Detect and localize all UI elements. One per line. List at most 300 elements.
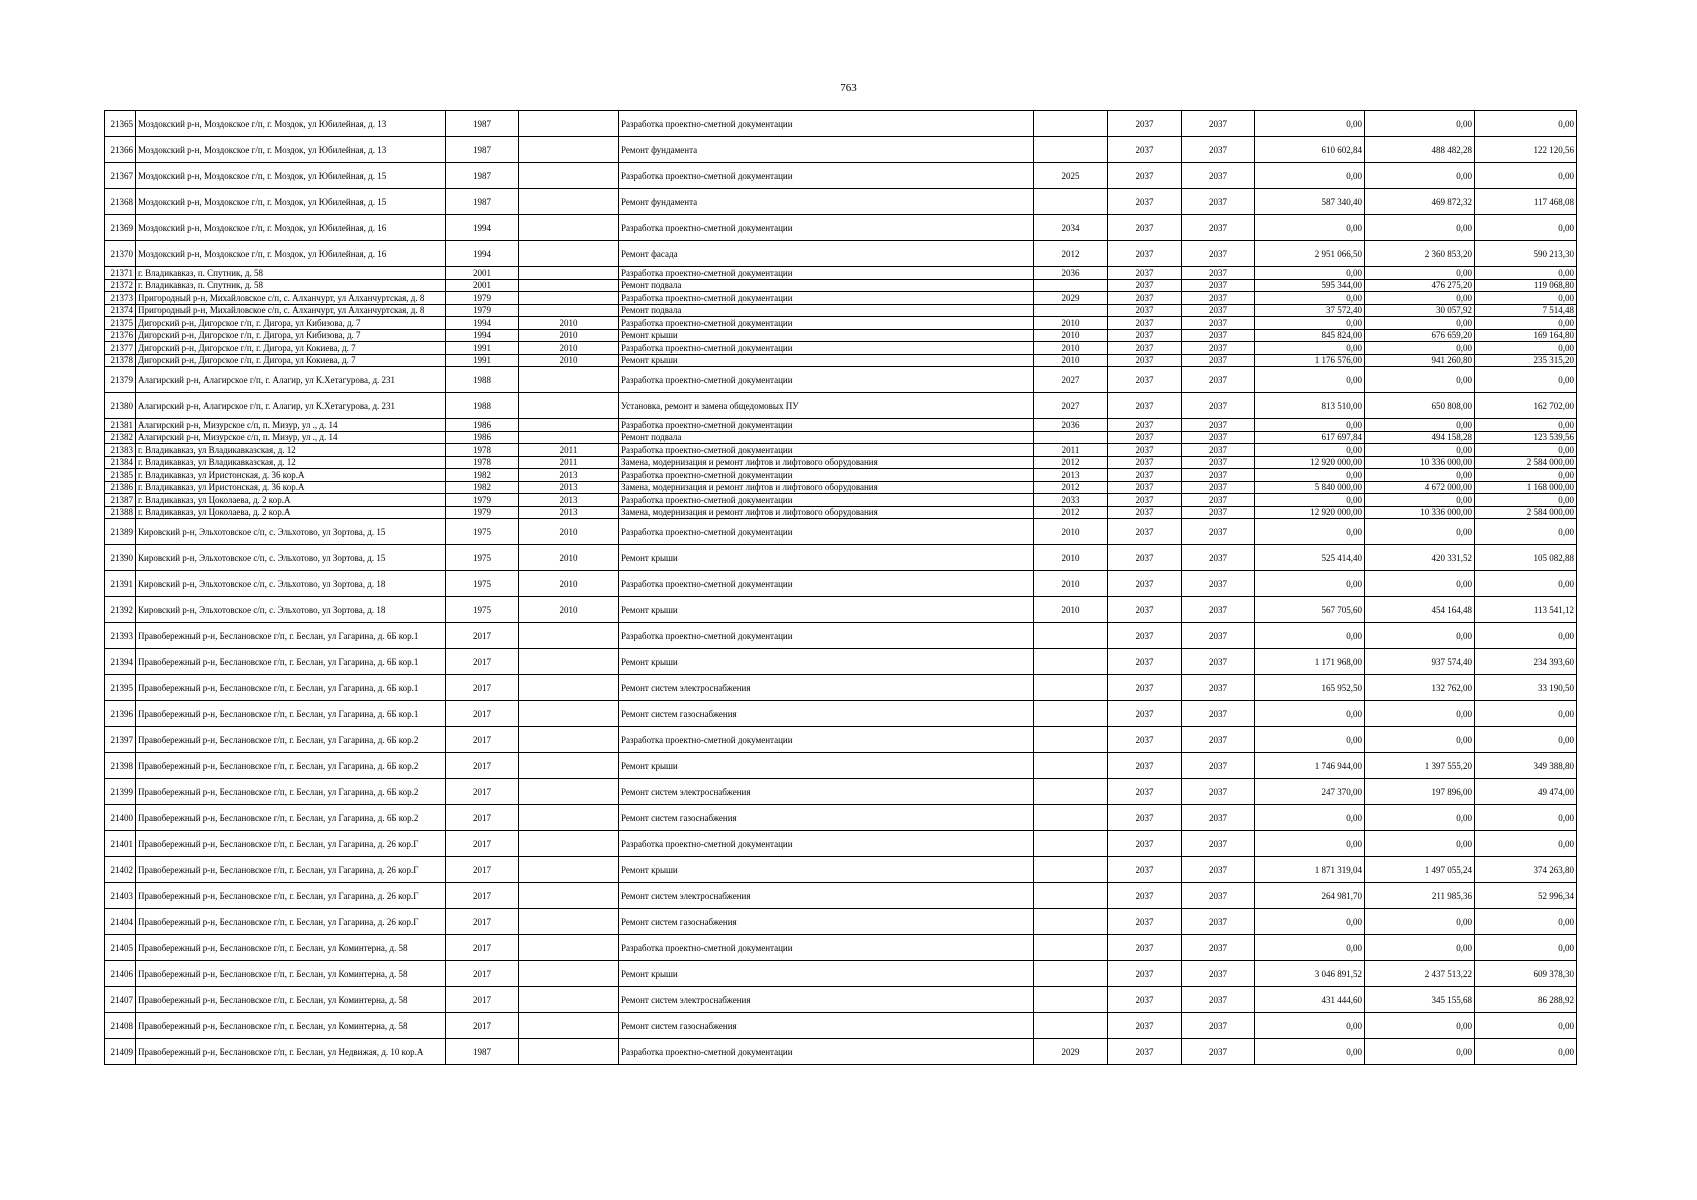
fund-cost-cell: 0,00 <box>1365 367 1475 393</box>
work-type-cell: Разработка проектно-сметной документации <box>619 519 1034 545</box>
table-body <box>105 111 1577 1065</box>
owner-cost-cell: 113 541,12 <box>1475 597 1577 623</box>
address-cell: Алагирский р-н, Мизурское с/п, п. Мизур, ул ., д. 14 <box>136 419 446 432</box>
period-end-cell: 2037 <box>1182 623 1255 649</box>
build-year-cell: 1975 <box>446 519 519 545</box>
period-end-cell: 2037 <box>1182 342 1255 355</box>
owner-cost-cell: 0,00 <box>1475 1039 1577 1065</box>
period-end-cell: 2037 <box>1182 241 1255 267</box>
row-number: 21406 <box>105 961 136 987</box>
table-row <box>105 469 1577 482</box>
period-end-cell: 2037 <box>1182 935 1255 961</box>
row-number: 21399 <box>105 779 136 805</box>
table-row <box>105 481 1577 494</box>
table-row <box>105 137 1577 163</box>
total-cost-cell: 0,00 <box>1255 494 1365 507</box>
table-row <box>105 393 1577 419</box>
period-start-cell: 2037 <box>1108 805 1182 831</box>
table-row <box>105 649 1577 675</box>
reconstruction-year-cell <box>519 623 619 649</box>
period-start-cell: 2037 <box>1108 241 1182 267</box>
planned-year-cell <box>1034 137 1108 163</box>
owner-cost-cell: 0,00 <box>1475 111 1577 137</box>
table-row <box>105 623 1577 649</box>
fund-cost-cell: 941 260,80 <box>1365 354 1475 367</box>
address-cell: г. Владикавказ, ул Цоколаева, д. 2 кор.А <box>136 506 446 519</box>
address-cell: Дигорский р-н, Дигорское г/п, г. Дигора, ул Кокиева, д. 7 <box>136 342 446 355</box>
reconstruction-year-cell <box>519 1039 619 1065</box>
reconstruction-year-cell <box>519 935 619 961</box>
owner-cost-cell: 117 468,08 <box>1475 189 1577 215</box>
build-year-cell: 1979 <box>446 506 519 519</box>
total-cost-cell: 1 746 944,00 <box>1255 753 1365 779</box>
planned-year-cell <box>1034 1013 1108 1039</box>
build-year-cell: 2017 <box>446 831 519 857</box>
address-cell: Дигорский р-н, Дигорское г/п, г. Дигора, ул Кокиева, д. 7 <box>136 354 446 367</box>
reconstruction-year-cell <box>519 727 619 753</box>
owner-cost-cell: 2 584 000,00 <box>1475 456 1577 469</box>
build-year-cell: 1986 <box>446 431 519 444</box>
row-number: 21384 <box>105 456 136 469</box>
work-type-cell: Ремонт подвала <box>619 304 1034 317</box>
period-end-cell: 2037 <box>1182 189 1255 215</box>
total-cost-cell: 587 340,40 <box>1255 189 1365 215</box>
build-year-cell: 1982 <box>446 481 519 494</box>
total-cost-cell: 0,00 <box>1255 571 1365 597</box>
reconstruction-year-cell: 2010 <box>519 571 619 597</box>
period-start-cell: 2037 <box>1108 111 1182 137</box>
reconstruction-year-cell: 2011 <box>519 456 619 469</box>
address-cell: Моздокский р-н, Моздокское г/п, г. Моздок, ул Юбилейная, д. 16 <box>136 241 446 267</box>
planned-year-cell: 2010 <box>1034 317 1108 330</box>
row-number: 21368 <box>105 189 136 215</box>
build-year-cell: 1975 <box>446 597 519 623</box>
fund-cost-cell: 0,00 <box>1365 831 1475 857</box>
owner-cost-cell: 0,00 <box>1475 909 1577 935</box>
build-year-cell: 1978 <box>446 444 519 457</box>
fund-cost-cell: 0,00 <box>1365 909 1475 935</box>
row-number: 21381 <box>105 419 136 432</box>
work-type-cell: Разработка проектно-сметной документации <box>619 1039 1034 1065</box>
table-row <box>105 506 1577 519</box>
period-start-cell: 2037 <box>1108 444 1182 457</box>
row-number: 21387 <box>105 494 136 507</box>
planned-year-cell: 2036 <box>1034 267 1108 280</box>
build-year-cell: 2017 <box>446 987 519 1013</box>
reconstruction-year-cell <box>519 883 619 909</box>
table-row <box>105 1013 1577 1039</box>
build-year-cell: 1975 <box>446 571 519 597</box>
table-row <box>105 727 1577 753</box>
planned-year-cell: 2010 <box>1034 519 1108 545</box>
address-cell: Кировский р-н, Эльхотовское с/п, с. Эльхотово, ул Зортова, д. 18 <box>136 571 446 597</box>
owner-cost-cell: 0,00 <box>1475 494 1577 507</box>
planned-year-cell <box>1034 753 1108 779</box>
address-cell: Правобережный р-н, Беслановское г/п, г. Беслан, ул Гагарина, д. 26 кор.Г <box>136 857 446 883</box>
reconstruction-year-cell <box>519 649 619 675</box>
period-start-cell: 2037 <box>1108 571 1182 597</box>
period-start-cell: 2037 <box>1108 649 1182 675</box>
owner-cost-cell: 162 702,00 <box>1475 393 1577 419</box>
planned-year-cell <box>1034 831 1108 857</box>
table-row <box>105 519 1577 545</box>
work-type-cell: Ремонт крыши <box>619 649 1034 675</box>
table-row <box>105 1039 1577 1065</box>
fund-cost-cell: 494 158,28 <box>1365 431 1475 444</box>
work-type-cell: Разработка проектно-сметной документации <box>619 317 1034 330</box>
row-number: 21379 <box>105 367 136 393</box>
work-type-cell: Ремонт систем электроснабжения <box>619 883 1034 909</box>
work-type-cell: Установка, ремонт и замена общедомовых ПУ <box>619 393 1034 419</box>
row-number: 21377 <box>105 342 136 355</box>
fund-cost-cell: 0,00 <box>1365 623 1475 649</box>
work-type-cell: Ремонт подвала <box>619 279 1034 292</box>
row-number: 21386 <box>105 481 136 494</box>
reconstruction-year-cell <box>519 701 619 727</box>
period-end-cell: 2037 <box>1182 367 1255 393</box>
fund-cost-cell: 10 336 000,00 <box>1365 506 1475 519</box>
work-type-cell: Ремонт подвала <box>619 431 1034 444</box>
owner-cost-cell: 235 315,20 <box>1475 354 1577 367</box>
work-type-cell: Ремонт фасада <box>619 241 1034 267</box>
owner-cost-cell: 0,00 <box>1475 519 1577 545</box>
owner-cost-cell: 49 474,00 <box>1475 779 1577 805</box>
address-cell: Правобережный р-н, Беслановское г/п, г. Беслан, ул Недвижая, д. 10 кор.А <box>136 1039 446 1065</box>
fund-cost-cell: 1 497 055,24 <box>1365 857 1475 883</box>
row-number: 21375 <box>105 317 136 330</box>
table-row <box>105 354 1577 367</box>
fund-cost-cell: 2 437 513,22 <box>1365 961 1475 987</box>
total-cost-cell: 617 697,84 <box>1255 431 1365 444</box>
fund-cost-cell: 345 155,68 <box>1365 987 1475 1013</box>
address-cell: Правобережный р-н, Беслановское г/п, г. Беслан, ул Коминтерна, д. 58 <box>136 1013 446 1039</box>
work-type-cell: Разработка проектно-сметной документации <box>619 623 1034 649</box>
planned-year-cell <box>1034 727 1108 753</box>
table-row <box>105 961 1577 987</box>
planned-year-cell <box>1034 304 1108 317</box>
work-type-cell: Разработка проектно-сметной документации <box>619 111 1034 137</box>
total-cost-cell: 12 920 000,00 <box>1255 456 1365 469</box>
owner-cost-cell: 52 996,34 <box>1475 883 1577 909</box>
planned-year-cell <box>1034 675 1108 701</box>
fund-cost-cell: 0,00 <box>1365 727 1475 753</box>
row-number: 21383 <box>105 444 136 457</box>
build-year-cell: 2001 <box>446 279 519 292</box>
work-type-cell: Разработка проектно-сметной документации <box>619 444 1034 457</box>
row-number: 21385 <box>105 469 136 482</box>
row-number: 21401 <box>105 831 136 857</box>
fund-cost-cell: 420 331,52 <box>1365 545 1475 571</box>
planned-year-cell: 2011 <box>1034 444 1108 457</box>
period-end-cell: 2037 <box>1182 279 1255 292</box>
planned-year-cell <box>1034 987 1108 1013</box>
table-row <box>105 987 1577 1013</box>
owner-cost-cell: 0,00 <box>1475 292 1577 305</box>
period-start-cell: 2037 <box>1108 279 1182 292</box>
total-cost-cell: 0,00 <box>1255 292 1365 305</box>
period-end-cell: 2037 <box>1182 506 1255 519</box>
row-number: 21393 <box>105 623 136 649</box>
reconstruction-year-cell <box>519 393 619 419</box>
build-year-cell: 2017 <box>446 753 519 779</box>
fund-cost-cell: 0,00 <box>1365 342 1475 355</box>
period-end-cell: 2037 <box>1182 444 1255 457</box>
total-cost-cell: 595 344,00 <box>1255 279 1365 292</box>
period-start-cell: 2037 <box>1108 481 1182 494</box>
reconstruction-year-cell <box>519 367 619 393</box>
build-year-cell: 2017 <box>446 909 519 935</box>
table-row <box>105 831 1577 857</box>
planned-year-cell <box>1034 909 1108 935</box>
work-type-cell: Разработка проектно-сметной документации <box>619 342 1034 355</box>
period-start-cell: 2037 <box>1108 431 1182 444</box>
table-row <box>105 189 1577 215</box>
planned-year-cell: 2012 <box>1034 241 1108 267</box>
reconstruction-year-cell <box>519 857 619 883</box>
row-number: 21405 <box>105 935 136 961</box>
work-type-cell: Ремонт систем газоснабжения <box>619 701 1034 727</box>
address-cell: Моздокский р-н, Моздокское г/п, г. Моздок, ул Юбилейная, д. 13 <box>136 111 446 137</box>
total-cost-cell: 0,00 <box>1255 1039 1365 1065</box>
planned-year-cell <box>1034 883 1108 909</box>
period-start-cell: 2037 <box>1108 883 1182 909</box>
period-end-cell: 2037 <box>1182 1039 1255 1065</box>
row-number: 21371 <box>105 267 136 280</box>
address-cell: Правобережный р-н, Беслановское г/п, г. Беслан, ул Гагарина, д. 26 кор.Г <box>136 909 446 935</box>
row-number: 21378 <box>105 354 136 367</box>
reconstruction-year-cell: 2010 <box>519 545 619 571</box>
total-cost-cell: 0,00 <box>1255 163 1365 189</box>
reconstruction-year-cell: 2010 <box>519 317 619 330</box>
planned-year-cell <box>1034 961 1108 987</box>
period-start-cell: 2037 <box>1108 701 1182 727</box>
work-type-cell: Ремонт фундамента <box>619 137 1034 163</box>
owner-cost-cell: 609 378,30 <box>1475 961 1577 987</box>
row-number: 21403 <box>105 883 136 909</box>
period-end-cell: 2037 <box>1182 519 1255 545</box>
table-row <box>105 329 1577 342</box>
period-start-cell: 2037 <box>1108 419 1182 432</box>
period-start-cell: 2037 <box>1108 961 1182 987</box>
total-cost-cell: 431 444,60 <box>1255 987 1365 1013</box>
planned-year-cell: 2010 <box>1034 571 1108 597</box>
work-type-cell: Замена, модернизация и ремонт лифтов и лифтового оборудования <box>619 506 1034 519</box>
work-type-cell: Разработка проектно-сметной документации <box>619 571 1034 597</box>
reconstruction-year-cell <box>519 431 619 444</box>
reconstruction-year-cell <box>519 279 619 292</box>
owner-cost-cell: 0,00 <box>1475 727 1577 753</box>
address-cell: Моздокский р-н, Моздокское г/п, г. Моздок, ул Юбилейная, д. 15 <box>136 189 446 215</box>
fund-cost-cell: 0,00 <box>1365 419 1475 432</box>
reconstruction-year-cell: 2010 <box>519 329 619 342</box>
period-start-cell: 2037 <box>1108 753 1182 779</box>
table-row <box>105 753 1577 779</box>
owner-cost-cell: 0,00 <box>1475 805 1577 831</box>
row-number: 21372 <box>105 279 136 292</box>
planned-year-cell: 2027 <box>1034 367 1108 393</box>
owner-cost-cell: 0,00 <box>1475 571 1577 597</box>
row-number: 21374 <box>105 304 136 317</box>
row-number: 21373 <box>105 292 136 305</box>
planned-year-cell: 2025 <box>1034 163 1108 189</box>
owner-cost-cell: 0,00 <box>1475 367 1577 393</box>
work-type-cell: Ремонт фундамента <box>619 189 1034 215</box>
reconstruction-year-cell <box>519 805 619 831</box>
fund-cost-cell: 4 672 000,00 <box>1365 481 1475 494</box>
fund-cost-cell: 469 872,32 <box>1365 189 1475 215</box>
period-end-cell: 2037 <box>1182 987 1255 1013</box>
period-end-cell: 2037 <box>1182 111 1255 137</box>
table-row <box>105 494 1577 507</box>
total-cost-cell: 2 951 066,50 <box>1255 241 1365 267</box>
page-number: 763 <box>840 82 857 94</box>
table-row <box>105 935 1577 961</box>
build-year-cell: 1982 <box>446 469 519 482</box>
period-start-cell: 2037 <box>1108 329 1182 342</box>
planned-year-cell: 2012 <box>1034 506 1108 519</box>
reconstruction-year-cell <box>519 909 619 935</box>
total-cost-cell: 0,00 <box>1255 909 1365 935</box>
work-type-cell: Ремонт крыши <box>619 857 1034 883</box>
address-cell: Правобережный р-н, Беслановское г/п, г. Беслан, ул Коминтерна, д. 58 <box>136 987 446 1013</box>
total-cost-cell: 0,00 <box>1255 469 1365 482</box>
total-cost-cell: 845 824,00 <box>1255 329 1365 342</box>
owner-cost-cell: 86 288,92 <box>1475 987 1577 1013</box>
period-start-cell: 2037 <box>1108 215 1182 241</box>
work-type-cell: Разработка проектно-сметной документации <box>619 935 1034 961</box>
reconstruction-year-cell <box>519 267 619 280</box>
address-cell: Правобережный р-н, Беслановское г/п, г. Беслан, ул Гагарина, д. 6Б кор.1 <box>136 623 446 649</box>
table-row <box>105 909 1577 935</box>
period-start-cell: 2037 <box>1108 494 1182 507</box>
total-cost-cell: 0,00 <box>1255 367 1365 393</box>
build-year-cell: 1994 <box>446 241 519 267</box>
build-year-cell: 1994 <box>446 215 519 241</box>
period-end-cell: 2037 <box>1182 675 1255 701</box>
reconstruction-year-cell: 2010 <box>519 597 619 623</box>
address-cell: г. Владикавказ, п. Спутник, д. 58 <box>136 279 446 292</box>
work-type-cell: Разработка проектно-сметной документации <box>619 831 1034 857</box>
row-number: 21389 <box>105 519 136 545</box>
planned-year-cell: 2012 <box>1034 481 1108 494</box>
work-type-cell: Разработка проектно-сметной документации <box>619 215 1034 241</box>
total-cost-cell: 0,00 <box>1255 935 1365 961</box>
total-cost-cell: 1 871 319,04 <box>1255 857 1365 883</box>
table-row <box>105 241 1577 267</box>
owner-cost-cell: 0,00 <box>1475 419 1577 432</box>
table-row <box>105 267 1577 280</box>
period-start-cell: 2037 <box>1108 1039 1182 1065</box>
build-year-cell: 1987 <box>446 189 519 215</box>
total-cost-cell: 1 171 968,00 <box>1255 649 1365 675</box>
period-start-cell: 2037 <box>1108 987 1182 1013</box>
reconstruction-year-cell <box>519 831 619 857</box>
address-cell: Пригородный р-н, Михайловское с/п, с. Алханчурт, ул Алханчуртская, д. 8 <box>136 304 446 317</box>
total-cost-cell: 264 981,70 <box>1255 883 1365 909</box>
reconstruction-year-cell: 2011 <box>519 444 619 457</box>
fund-cost-cell: 937 574,40 <box>1365 649 1475 675</box>
build-year-cell: 2017 <box>446 701 519 727</box>
work-type-cell: Ремонт крыши <box>619 961 1034 987</box>
owner-cost-cell: 349 388,80 <box>1475 753 1577 779</box>
build-year-cell: 1991 <box>446 354 519 367</box>
period-start-cell: 2037 <box>1108 519 1182 545</box>
row-number: 21388 <box>105 506 136 519</box>
planned-year-cell <box>1034 857 1108 883</box>
total-cost-cell: 165 952,50 <box>1255 675 1365 701</box>
owner-cost-cell: 1 168 000,00 <box>1475 481 1577 494</box>
fund-cost-cell: 676 659,20 <box>1365 329 1475 342</box>
address-cell: Пригородный р-н, Михайловское с/п, с. Алханчурт, ул Алханчуртская, д. 8 <box>136 292 446 305</box>
build-year-cell: 1975 <box>446 545 519 571</box>
build-year-cell: 2017 <box>446 805 519 831</box>
address-cell: Алагирский р-н, Мизурское с/п, п. Мизур, ул ., д. 14 <box>136 431 446 444</box>
owner-cost-cell: 0,00 <box>1475 701 1577 727</box>
planned-year-cell <box>1034 935 1108 961</box>
owner-cost-cell: 0,00 <box>1475 317 1577 330</box>
table-row <box>105 883 1577 909</box>
planned-year-cell <box>1034 111 1108 137</box>
row-number: 21395 <box>105 675 136 701</box>
planned-year-cell <box>1034 805 1108 831</box>
period-start-cell: 2037 <box>1108 367 1182 393</box>
period-end-cell: 2037 <box>1182 393 1255 419</box>
fund-cost-cell: 0,00 <box>1365 1013 1475 1039</box>
period-end-cell: 2037 <box>1182 304 1255 317</box>
period-end-cell: 2037 <box>1182 494 1255 507</box>
period-start-cell: 2037 <box>1108 342 1182 355</box>
fund-cost-cell: 0,00 <box>1365 215 1475 241</box>
period-start-cell: 2037 <box>1108 623 1182 649</box>
row-number: 21365 <box>105 111 136 137</box>
row-number: 21366 <box>105 137 136 163</box>
reconstruction-year-cell: 2013 <box>519 469 619 482</box>
table-row <box>105 317 1577 330</box>
reconstruction-year-cell <box>519 779 619 805</box>
address-cell: Моздокский р-н, Моздокское г/п, г. Моздок, ул Юбилейная, д. 13 <box>136 137 446 163</box>
owner-cost-cell: 374 263,80 <box>1475 857 1577 883</box>
planned-year-cell: 2010 <box>1034 545 1108 571</box>
period-end-cell: 2037 <box>1182 329 1255 342</box>
owner-cost-cell: 169 164,80 <box>1475 329 1577 342</box>
owner-cost-cell: 0,00 <box>1475 831 1577 857</box>
reconstruction-year-cell: 2010 <box>519 342 619 355</box>
table-row <box>105 701 1577 727</box>
period-start-cell: 2037 <box>1108 909 1182 935</box>
address-cell: Правобережный р-н, Беслановское г/п, г. Беслан, ул Гагарина, д. 6Б кор.2 <box>136 753 446 779</box>
fund-cost-cell: 476 275,20 <box>1365 279 1475 292</box>
total-cost-cell: 0,00 <box>1255 1013 1365 1039</box>
total-cost-cell: 0,00 <box>1255 519 1365 545</box>
owner-cost-cell: 123 539,56 <box>1475 431 1577 444</box>
address-cell: Правобережный р-н, Беслановское г/п, г. Беслан, ул Гагарина, д. 6Б кор.2 <box>136 779 446 805</box>
total-cost-cell: 0,00 <box>1255 215 1365 241</box>
table-row <box>105 419 1577 432</box>
reconstruction-year-cell <box>519 163 619 189</box>
total-cost-cell: 813 510,00 <box>1255 393 1365 419</box>
work-type-cell: Замена, модернизация и ремонт лифтов и лифтового оборудования <box>619 481 1034 494</box>
period-end-cell: 2037 <box>1182 857 1255 883</box>
address-cell: Правобережный р-н, Беслановское г/п, г. Беслан, ул Гагарина, д. 26 кор.Г <box>136 883 446 909</box>
total-cost-cell: 525 414,40 <box>1255 545 1365 571</box>
period-end-cell: 2037 <box>1182 727 1255 753</box>
period-start-cell: 2037 <box>1108 831 1182 857</box>
address-cell: Дигорский р-н, Дигорское г/п, г. Дигора, ул Кибизова, д. 7 <box>136 317 446 330</box>
total-cost-cell: 1 176 576,00 <box>1255 354 1365 367</box>
row-number: 21376 <box>105 329 136 342</box>
row-number: 21394 <box>105 649 136 675</box>
period-end-cell: 2037 <box>1182 267 1255 280</box>
